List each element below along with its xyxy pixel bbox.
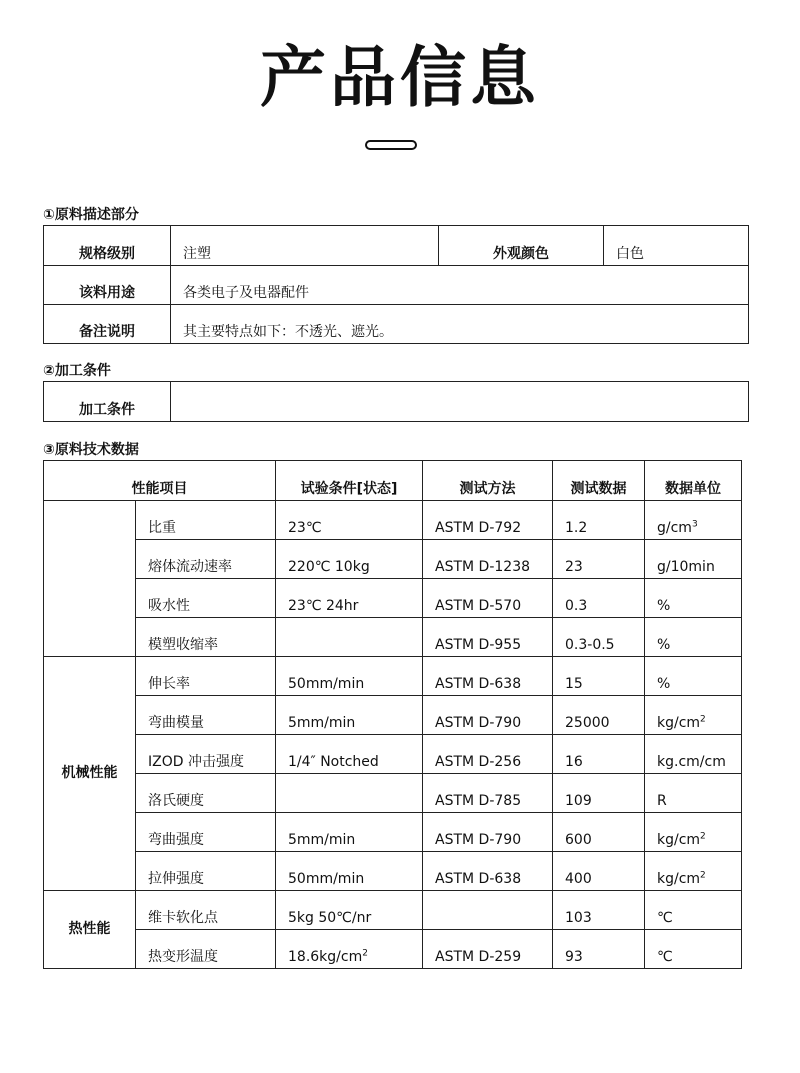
value-cell: 93 <box>553 930 645 969</box>
table-row <box>44 774 742 813</box>
condition-cell: 5kg 50℃/nr <box>276 891 423 930</box>
spec-label: 规格级别 <box>44 226 171 266</box>
value-cell: 103 <box>553 891 645 930</box>
method-cell: ASTM D-570 <box>423 579 553 618</box>
color-label: 外观颜色 <box>439 226 604 266</box>
note-label: 备注说明 <box>44 305 171 344</box>
condition-cell: 220℃ 10kg <box>276 540 423 579</box>
unit-text: % <box>657 637 671 653</box>
condition-cell <box>276 618 423 657</box>
unit-cell <box>645 813 742 852</box>
unit-text: ℃ <box>657 910 673 926</box>
value-cell: 0.3-0.5 <box>553 618 645 657</box>
method-cell: ASTM D-259 <box>423 930 553 969</box>
method-cell: ASTM D-955 <box>423 618 553 657</box>
method-cell: ASTM D-638 <box>423 657 553 696</box>
unit-superscript: 3 <box>691 519 698 530</box>
value-cell: 23 <box>553 540 645 579</box>
value-cell: 400 <box>553 852 645 891</box>
item-cell: 模塑收缩率 <box>136 618 276 657</box>
table-row <box>44 696 742 735</box>
table-row <box>44 657 742 696</box>
unit-text: g/cm <box>657 520 692 536</box>
value-cell: 15 <box>553 657 645 696</box>
usage-value: 各类电子及电器配件 <box>171 266 749 305</box>
value-cell: 16 <box>553 735 645 774</box>
unit-cell <box>645 579 742 618</box>
condition-cell <box>276 930 423 969</box>
table-row <box>44 852 742 891</box>
category-cell <box>44 501 136 657</box>
condition-superscript: 2 <box>362 948 368 959</box>
table-row <box>44 813 742 852</box>
method-cell: ASTM D-256 <box>423 735 553 774</box>
unit-text: kg/cm <box>657 832 701 848</box>
condition-text: 18.6kg/cm <box>288 949 363 965</box>
divider-pill <box>365 140 417 150</box>
unit-cell <box>645 618 742 657</box>
unit-cell <box>645 891 742 930</box>
section2-label: ②加工条件 <box>43 363 111 379</box>
value-cell: 0.3 <box>553 579 645 618</box>
unit-text: % <box>657 676 671 692</box>
unit-text: g/10min <box>657 559 715 575</box>
spec-value: 注塑 <box>171 226 439 266</box>
unit-text: kg.cm/cm <box>657 754 726 770</box>
item-cell: 拉伸强度 <box>136 852 276 891</box>
table-row <box>44 618 742 657</box>
value-cell: 109 <box>553 774 645 813</box>
table-row <box>44 579 742 618</box>
unit-text: kg/cm <box>657 871 701 887</box>
table-row <box>44 540 742 579</box>
processing-value <box>171 382 749 422</box>
method-cell: ASTM D-638 <box>423 852 553 891</box>
unit-text: ℃ <box>657 949 673 965</box>
condition-cell: 23℃ 24hr <box>276 579 423 618</box>
unit-superscript: 2 <box>700 870 706 881</box>
header-value: 测试数据 <box>553 461 645 501</box>
condition-cell <box>276 774 423 813</box>
table-row <box>44 735 742 774</box>
technical-data-table <box>43 460 742 969</box>
category-cell: 热性能 <box>44 891 136 969</box>
unit-cell <box>645 930 742 969</box>
unit-cell <box>645 735 742 774</box>
section1-label: ①原料描述部分 <box>43 207 139 223</box>
unit-cell <box>645 696 742 735</box>
usage-label: 该料用途 <box>44 266 171 305</box>
unit-cell <box>645 852 742 891</box>
unit-text: R <box>657 793 667 809</box>
note-value: 其主要特点如下：不透光、遮光。 <box>171 305 749 344</box>
header-condition: 试验条件[状态] <box>276 461 423 501</box>
item-cell: 弯曲强度 <box>136 813 276 852</box>
unit-cell <box>645 774 742 813</box>
unit-text: kg/cm <box>657 715 701 731</box>
table-row <box>44 930 742 969</box>
condition-cell: 5mm/min <box>276 813 423 852</box>
method-cell <box>423 891 553 930</box>
item-cell: 伸长率 <box>136 657 276 696</box>
unit-cell <box>645 657 742 696</box>
unit-superscript: 2 <box>700 714 706 725</box>
method-cell: ASTM D-790 <box>423 696 553 735</box>
color-value: 白色 <box>604 226 749 266</box>
item-cell: 维卡软化点 <box>136 891 276 930</box>
condition-cell: 50mm/min <box>276 657 423 696</box>
item-cell: IZOD 冲击强度 <box>136 735 276 774</box>
value-cell: 1.2 <box>553 501 645 540</box>
item-cell: 吸水性 <box>136 579 276 618</box>
method-cell: ASTM D-790 <box>423 813 553 852</box>
processing-label: 加工条件 <box>44 382 171 422</box>
method-cell: ASTM D-1238 <box>423 540 553 579</box>
table-row <box>44 891 742 930</box>
category-cell: 机械性能 <box>44 657 136 891</box>
processing-conditions-table <box>43 381 749 422</box>
condition-cell: 5mm/min <box>276 696 423 735</box>
condition-cell: 1/4″ Notched <box>276 735 423 774</box>
item-cell: 洛氏硬度 <box>136 774 276 813</box>
unit-superscript: 2 <box>700 831 706 842</box>
method-cell: ASTM D-792 <box>423 501 553 540</box>
unit-cell <box>645 501 742 540</box>
header-unit: 数据单位 <box>645 461 742 501</box>
item-cell: 弯曲模量 <box>136 696 276 735</box>
page-title: 产品信息 <box>260 39 540 116</box>
header-method: 测试方法 <box>423 461 553 501</box>
value-cell: 600 <box>553 813 645 852</box>
unit-text: % <box>657 598 671 614</box>
item-cell: 热变形温度 <box>136 930 276 969</box>
condition-cell: 23℃ <box>276 501 423 540</box>
value-cell: 25000 <box>553 696 645 735</box>
section3-label: ③原料技术数据 <box>43 442 139 458</box>
table-row <box>44 501 742 540</box>
item-cell: 熔体流动速率 <box>136 540 276 579</box>
item-cell: 比重 <box>136 501 276 540</box>
method-cell: ASTM D-785 <box>423 774 553 813</box>
material-description-table <box>43 225 749 344</box>
header-property: 性能项目 <box>44 461 276 501</box>
condition-cell: 50mm/min <box>276 852 423 891</box>
unit-cell <box>645 540 742 579</box>
